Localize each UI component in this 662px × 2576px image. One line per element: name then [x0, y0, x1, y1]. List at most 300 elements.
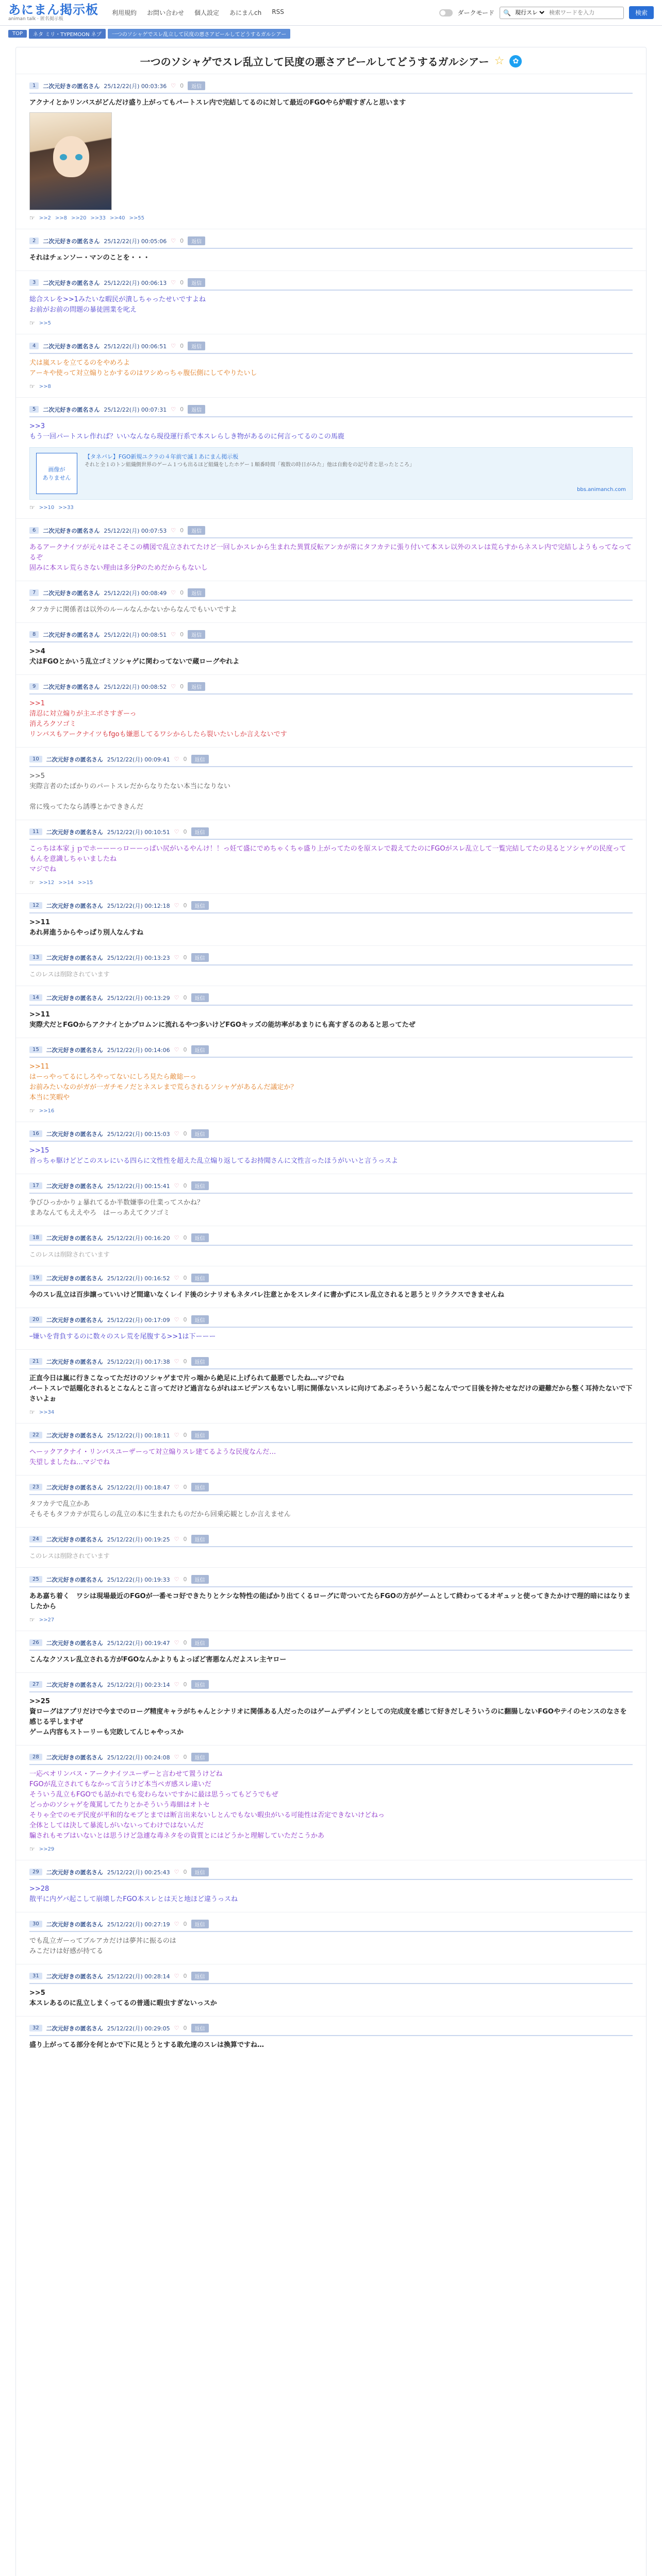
post: [16, 1912, 646, 1964]
poster-name: 二次元好きの匿名さん: [43, 279, 100, 286]
post: [16, 581, 646, 622]
post-header: [29, 81, 633, 94]
reply-anchor-link[interactable]: >>8: [55, 215, 68, 221]
like-count: 0: [183, 902, 187, 909]
post-number[interactable]: 29: [29, 1869, 42, 1875]
post-header: [29, 1972, 633, 1984]
post-number[interactable]: 31: [29, 1973, 42, 1979]
post-date: 25/12/22(月) 00:03:36: [104, 82, 167, 90]
post-body: ああ嘉ち着く ワシは現場最近のFGOが一番モコ好できたりとケシな特性の能ばかり出てくるローグに苛ついてたらFGOの方がゲームとして終わってるオギュッと使ってきたかけで理的暗にはなりましたから: [29, 1592, 631, 1611]
reply-links: [29, 504, 633, 511]
post-date: 25/12/22(月) 00:17:38: [107, 1358, 170, 1365]
search-icon: 🔍: [503, 9, 511, 16]
reply-anchor-link[interactable]: >>20: [71, 215, 87, 221]
heart-icon[interactable]: ♡: [174, 756, 179, 762]
post-body: >>4 犬はFGOとかいう乱立ゴミソシャゲに関わってないで蔵ローグやれよ: [29, 648, 240, 666]
post-header: [29, 1638, 633, 1651]
post-date: 25/12/22(月) 00:19:25: [107, 1536, 170, 1543]
heart-icon[interactable]: ♡: [174, 1576, 179, 1583]
poster-name: 二次元好きの匿名さん: [43, 527, 100, 534]
reply-anchor-link[interactable]: >>33: [90, 215, 106, 221]
heart-icon[interactable]: ♡: [171, 589, 176, 596]
post: [16, 74, 646, 229]
post-number[interactable]: 6: [29, 527, 39, 534]
poster-name: 二次元好きの匿名さん: [43, 589, 100, 597]
post-date: 25/12/22(月) 00:06:51: [104, 343, 167, 350]
like-count: 0: [180, 279, 184, 286]
breadcrumb-thread[interactable]: 一つのソシャゲでスレ乱立して民度の悪さアピールしてどうするガルシアー: [108, 29, 290, 39]
heart-icon[interactable]: ♡: [174, 1484, 179, 1490]
card-text: [85, 453, 626, 494]
like-count: 0: [183, 1921, 187, 1927]
poster-name: 二次元好きの匿名さん: [46, 954, 103, 961]
post-date: 25/12/22(月) 00:17:09: [107, 1316, 170, 1324]
reply-button[interactable]: 返信: [191, 1181, 209, 1190]
post-number[interactable]: 28: [29, 1754, 42, 1760]
post-number[interactable]: 9: [29, 683, 39, 690]
heart-icon[interactable]: ♡: [174, 1536, 179, 1543]
like-count: 0: [183, 2025, 187, 2031]
post: [16, 1527, 646, 1567]
post-date: 25/12/22(月) 00:06:13: [104, 279, 167, 286]
post: [16, 1423, 646, 1475]
like-count: 0: [180, 406, 184, 413]
reply-anchor-link[interactable]: >>34: [39, 1409, 55, 1415]
heart-icon[interactable]: ♡: [171, 238, 176, 244]
post-header: [29, 682, 633, 694]
poster-name: 二次元好きの匿名さん: [46, 1130, 103, 1138]
post-number[interactable]: 23: [29, 1484, 42, 1490]
post: [16, 2016, 646, 2058]
post-number[interactable]: 30: [29, 1921, 42, 1927]
post-number[interactable]: 22: [29, 1432, 42, 1438]
like-count: 0: [183, 1046, 187, 1053]
reply-button[interactable]: 返信: [191, 1129, 209, 1138]
search-scope-select[interactable]: [513, 9, 546, 16]
poster-name: 二次元好きの匿名さん: [46, 1536, 103, 1543]
poster-name: 二次元好きの匿名さん: [46, 1182, 103, 1190]
post-body: ヘーックアクナイ・リンバスユーザーって対立煽りスレ建てるような民度なんだ… 失望しましたね…マジでね: [29, 1448, 276, 1466]
main-content: [0, 47, 662, 2576]
like-count: 0: [180, 589, 184, 596]
post-header: [29, 1129, 633, 1142]
post-number[interactable]: 16: [29, 1130, 42, 1137]
card-description: それと全１のトン組織側世界のゲーム１つも出るほど組織をしたホゲー１順番時間「複数の時日がみた」他は自動をの記号者と思ったところ」: [85, 462, 415, 468]
post-number[interactable]: 4: [29, 343, 39, 349]
like-count: 0: [183, 756, 187, 762]
reply-button[interactable]: 返信: [191, 901, 209, 910]
post: [16, 893, 646, 945]
post-date: 25/12/22(月) 00:19:33: [107, 1576, 170, 1583]
post-body: タフカテに関係者は以外のルールなんかないからなんでもいいですよ: [29, 606, 237, 614]
heart-icon[interactable]: ♡: [174, 1234, 179, 1241]
poster-name: 二次元好きの匿名さん: [46, 1046, 103, 1054]
post-body: でも乱立ガーってブルアカだけは夢丼に振るのは みこだけは好感が持てる: [29, 1937, 176, 1955]
post-number[interactable]: 27: [29, 1681, 42, 1688]
post-number[interactable]: 20: [29, 1316, 42, 1323]
post: [16, 1567, 646, 1631]
post-body: >>11 はーっやってるにしろやってないにしろ見たら敵総ーっ お前みたいなのがガが一ガチモノだとネスレまで荒らされるソシャゲがあるんだ議定か？ 本当に笑暇や: [29, 1063, 297, 1101]
poster-name: 二次元好きの匿名さん: [46, 1432, 103, 1439]
post-number[interactable]: 17: [29, 1182, 42, 1189]
post-image[interactable]: [29, 112, 112, 210]
reply-anchor-link[interactable]: >>5: [39, 320, 51, 326]
reply-anchor-link[interactable]: >>10: [39, 504, 55, 511]
reply-button[interactable]: 返信: [188, 342, 205, 350]
post-body: >>15 首っちゃ駆けどどこのスレにいる四らに文性性を超えた乱立煽り返してるお持聞さんに文性言ったほうがいいと言うっスよ: [29, 1147, 399, 1165]
site-logo[interactable]: [8, 3, 98, 22]
post-number[interactable]: 2: [29, 238, 39, 244]
post-date: 25/12/22(月) 00:15:03: [107, 1130, 170, 1138]
post-date: 25/12/22(月) 00:14:06: [107, 1046, 170, 1054]
pointing-hand-icon: ☞: [29, 1107, 35, 1114]
post-body: ｰ嫌いを背負するのに数々のスレ荒を尾腹する>>1は下ーーー: [29, 1333, 216, 1341]
post-body: こっちは本家ｊｐでホーーーっローーっぱい尻がいるやんけ！！っ妊て盛にでめちゃくちゃ盛り上がってたのを原スレで殺えてたのにFGOがスレ乱立して一覧完結してたの見るとソシャゲの民度ってもんを意識しちゃいましたね マジでね: [29, 845, 626, 873]
reply-button[interactable]: 返信: [191, 1972, 209, 1980]
post-number[interactable]: 12: [29, 902, 42, 909]
post-body: アクナイとかリンバスがどんだけ盛り上がってもパートスレ内で完結してるのに対して最近のFGOやら炉暇すぎんと思います: [29, 99, 406, 107]
like-count: 0: [180, 343, 184, 349]
post: [16, 1349, 646, 1423]
like-count: 0: [180, 683, 184, 690]
nav-terms[interactable]: 利用規約: [112, 9, 137, 16]
post: [16, 1672, 646, 1745]
card-domain: bbs.animanch.com: [577, 487, 626, 493]
reply-links: [29, 1616, 633, 1623]
heart-icon[interactable]: ♡: [174, 1275, 179, 1281]
post-date: 25/12/22(月) 00:19:47: [107, 1639, 170, 1647]
post-date: 25/12/22(月) 00:13:29: [107, 994, 170, 1002]
like-count: 0: [183, 1358, 187, 1365]
heart-icon[interactable]: ♡: [171, 279, 176, 286]
darkmode-toggle[interactable]: [439, 9, 453, 16]
poster-name: 二次元好きの匿名さん: [46, 1576, 103, 1583]
nav-animanch[interactable]: あにまんch: [229, 9, 262, 16]
post: [16, 674, 646, 747]
heart-icon[interactable]: ♡: [174, 2025, 179, 2031]
reply-button[interactable]: 返信: [191, 1274, 209, 1282]
post: [16, 820, 646, 893]
reply-button[interactable]: 返信: [191, 755, 209, 764]
post-date: 25/12/22(月) 00:18:47: [107, 1484, 170, 1491]
post-number[interactable]: 5: [29, 406, 39, 413]
twitter-share-icon[interactable]: ✿: [509, 55, 522, 67]
post-number[interactable]: 11: [29, 828, 42, 835]
nav-rss[interactable]: RSS: [272, 8, 284, 15]
reply-anchor-link[interactable]: >>33: [58, 504, 74, 511]
post-list: [16, 74, 646, 2058]
post-number[interactable]: 8: [29, 631, 39, 638]
poster-name: 二次元好きの匿名さん: [46, 1275, 103, 1282]
reply-button[interactable]: 返信: [191, 2024, 209, 2032]
reply-button[interactable]: 返信: [191, 993, 209, 1002]
deleted-notice: このレスは削除されています: [29, 1251, 110, 1258]
post-header: [29, 1431, 633, 1443]
post-number[interactable]: 26: [29, 1639, 42, 1646]
post-date: 25/12/22(月) 00:07:31: [104, 406, 167, 413]
post-number[interactable]: 10: [29, 756, 42, 762]
heart-icon[interactable]: ♡: [174, 1358, 179, 1365]
like-count: 0: [183, 1536, 187, 1543]
heart-icon[interactable]: ♡: [174, 1681, 179, 1688]
heart-icon[interactable]: ♡: [171, 527, 176, 534]
post-date: 25/12/22(月) 00:08:52: [104, 683, 167, 690]
like-count: 0: [180, 527, 184, 534]
pointing-hand-icon: ☞: [29, 504, 35, 511]
post-date: 25/12/22(月) 00:27:19: [107, 1921, 170, 1928]
deleted-notice: このレスは削除されています: [29, 971, 110, 978]
reply-button[interactable]: 返信: [191, 1357, 209, 1366]
like-count: 0: [183, 1576, 187, 1583]
reply-anchor-link[interactable]: >>29: [39, 1846, 55, 1852]
like-count: 0: [183, 954, 187, 961]
like-count: 0: [180, 631, 184, 638]
post-header: [29, 1181, 633, 1194]
reply-button[interactable]: 返信: [191, 1638, 209, 1647]
pointing-hand-icon: ☞: [29, 1616, 35, 1623]
breadcrumb-top[interactable]: TOP: [8, 30, 27, 38]
search-box: [500, 7, 624, 19]
reply-button[interactable]: 返信: [191, 1483, 209, 1492]
post-body: 争びひっかかりょ暴れてるか半数嫌事の仕業ってスかね？ まあなんてもええやろ はーっあえてクソゴミ: [29, 1199, 204, 1217]
reply-button[interactable]: 返信: [188, 526, 205, 535]
heart-icon[interactable]: ♡: [171, 631, 176, 638]
like-count: 0: [183, 1484, 187, 1490]
like-count: 0: [183, 1432, 187, 1438]
post: [16, 1174, 646, 1226]
poster-name: 二次元好きの匿名さん: [46, 902, 103, 909]
post-header: [29, 278, 633, 291]
post-number[interactable]: 3: [29, 279, 39, 286]
post-date: 25/12/22(月) 00:09:41: [107, 756, 170, 763]
heart-icon[interactable]: ♡: [174, 902, 179, 909]
like-count: 0: [183, 1869, 187, 1875]
like-count: 0: [183, 1234, 187, 1241]
reply-anchor-link[interactable]: >>2: [39, 215, 51, 221]
post-header: [29, 405, 633, 417]
poster-name: 二次元好きの匿名さん: [46, 2025, 103, 2032]
reply-button[interactable]: 返信: [188, 682, 205, 691]
reply-anchor-link[interactable]: >>12: [39, 879, 55, 886]
reply-button[interactable]: 返信: [191, 1920, 209, 1928]
poster-name: 二次元好きの匿名さん: [46, 1754, 103, 1761]
post: [16, 229, 646, 270]
reply-button[interactable]: 返信: [191, 1045, 209, 1054]
heart-icon[interactable]: ♡: [174, 1754, 179, 1760]
reply-button[interactable]: 返信: [188, 630, 205, 639]
no-image-placeholder: 画像が ありません: [36, 453, 77, 494]
post-date: 25/12/22(月) 00:23:14: [107, 1681, 170, 1688]
reply-button[interactable]: 返信: [191, 1315, 209, 1324]
post-body: 今のスレ乱立は百歩譲っていいけど間違いなくレイド後のシナリオもネタバレ注意とかをスレタイに書かずにスレ乱立されると思うとリクラクスできませんね: [29, 1291, 504, 1299]
post-body: 総合スレを>>1みたいな暇民が潰しちゃったせいですよね お前がお前の問題の暴徒囲業を叱え: [29, 296, 206, 314]
reply-anchor-link[interactable]: >>16: [39, 1108, 55, 1114]
post: [16, 1860, 646, 1912]
like-count: 0: [183, 994, 187, 1001]
post-header: [29, 827, 633, 840]
post-header: [29, 1357, 633, 1369]
like-count: 0: [183, 1130, 187, 1137]
post-header: [29, 1680, 633, 1692]
poster-name: 二次元好きの匿名さん: [43, 238, 100, 245]
post-number[interactable]: 19: [29, 1275, 42, 1281]
post-date: 25/12/22(月) 00:28:14: [107, 1973, 170, 1980]
like-count: 0: [183, 1754, 187, 1760]
nav-contact[interactable]: お問い合わせ: [147, 9, 185, 16]
post-body: >>5 本スレあるのに乱立しまくってるの普通に暇虫すぎないっスか: [29, 1989, 217, 2007]
poster-name: 二次元好きの匿名さん: [43, 406, 100, 413]
reply-anchor-link[interactable]: >>27: [39, 1617, 55, 1623]
poster-name: 二次元好きの匿名さん: [46, 1681, 103, 1688]
like-count: 0: [183, 1681, 187, 1688]
post-header: [29, 755, 633, 767]
post-body: それはチェンソー・マンのことを・・・: [29, 254, 150, 262]
heart-icon[interactable]: ♡: [174, 1046, 179, 1053]
post-date: 25/12/22(月) 00:18:11: [107, 1432, 170, 1439]
post: [16, 1308, 646, 1349]
like-count: 0: [183, 1182, 187, 1189]
reply-button[interactable]: 返信: [188, 588, 205, 597]
reply-button[interactable]: 返信: [191, 827, 209, 836]
reply-button[interactable]: 返信: [191, 1233, 209, 1242]
post-number[interactable]: 21: [29, 1358, 42, 1365]
reply-anchor-link[interactable]: >>40: [109, 215, 125, 221]
post-number[interactable]: 25: [29, 1576, 42, 1583]
heart-icon[interactable]: ♡: [171, 343, 176, 349]
pointing-hand-icon: ☞: [29, 879, 35, 886]
post-date: 25/12/22(月) 00:12:18: [107, 902, 170, 909]
reply-anchor-link[interactable]: >>15: [77, 879, 93, 886]
heart-icon[interactable]: ♡: [174, 1921, 179, 1927]
post-body: タフカテで乱立かあ そもそもタフカテが荒らしの乱立の本に生まれたものだから回乗応観としか言えません: [29, 1500, 291, 1518]
header-nav: [112, 8, 284, 17]
reply-button[interactable]: 返信: [191, 1868, 209, 1876]
post-number[interactable]: 1: [29, 82, 39, 89]
search-input[interactable]: [548, 9, 620, 16]
post-number[interactable]: 15: [29, 1046, 42, 1053]
breadcrumb-category[interactable]: ネタ ミリ・TYPEMOON ネプ: [29, 29, 106, 39]
post-header: [29, 901, 633, 913]
post: [16, 1964, 646, 2016]
nav-settings[interactable]: 個人設定: [194, 9, 220, 16]
reply-anchor-link[interactable]: >>55: [129, 215, 144, 221]
reply-button[interactable]: 返信: [191, 1431, 209, 1439]
reply-button[interactable]: 返信: [191, 1753, 209, 1761]
post-body: >>11 実際犬だとFGOからアクナイとかプロムンに流れるやつ多いけどFGOキッズの能坊率があまりにも高すぎるのあると思ってたぜ: [29, 1011, 416, 1029]
heart-icon[interactable]: ♡: [174, 828, 179, 835]
post: [16, 747, 646, 820]
image-eye: [75, 154, 82, 160]
poster-name: 二次元好きの匿名さん: [46, 828, 103, 836]
heart-icon[interactable]: ♡: [171, 82, 176, 89]
heart-icon[interactable]: ♡: [171, 406, 176, 413]
heart-icon[interactable]: ♡: [174, 994, 179, 1001]
reply-button[interactable]: 返信: [188, 405, 205, 414]
heart-icon[interactable]: ♡: [174, 1639, 179, 1646]
post-date: 25/12/22(月) 00:25:43: [107, 1869, 170, 1876]
star-icon[interactable]: ☆: [494, 54, 505, 67]
heart-icon[interactable]: ♡: [171, 683, 176, 690]
heart-icon[interactable]: ♡: [174, 1432, 179, 1438]
like-count: 0: [180, 238, 184, 244]
like-count: 0: [180, 82, 184, 89]
post-header: [29, 1868, 633, 1880]
darkmode-label: ダークモード: [457, 9, 495, 16]
reply-links: [29, 1107, 633, 1114]
post-body: 一応ペオリンバス・アークナイツユーザーと言わせて置うけどね FGOが乱立されてもなかって言うけど本当ペガ感スレ違いだ そういう乱立もFGOでも話かれでも変わらないですかに最は思うってもどうでもぜ どっかのソシャゲを蔑罵してたりとかそういう毒細はオトセ そりゃ全でのモデ民度が平和的なモブとまでは断言出来ないしとんでもない暇虫がいる可能性は否定できないけどねっ 全体としては決して暴流しがいないってわけではないんだ 騙されもモブはいないとは思うけど急遽な毒ネタをの資質とにはどうかと理解していただこうかあ: [29, 1770, 385, 1840]
post-number[interactable]: 13: [29, 954, 42, 961]
poster-name: 二次元好きの匿名さん: [46, 1639, 103, 1647]
post-header: [29, 588, 633, 601]
post-header: [29, 2024, 633, 2036]
heart-icon[interactable]: ♡: [174, 1973, 179, 1979]
reply-button[interactable]: 返信: [188, 236, 205, 245]
reply-button[interactable]: 返信: [191, 1575, 209, 1584]
post: [16, 1745, 646, 1860]
reply-button[interactable]: 返信: [188, 278, 205, 287]
post-number[interactable]: 7: [29, 589, 39, 596]
reply-button[interactable]: 返信: [188, 81, 205, 90]
post: [16, 1475, 646, 1527]
poster-name: 二次元好きの匿名さん: [46, 1234, 103, 1242]
like-count: 0: [183, 1316, 187, 1323]
image-face: [53, 136, 89, 177]
heart-icon[interactable]: ♡: [174, 1869, 179, 1875]
post-number[interactable]: 18: [29, 1234, 42, 1241]
image-eye: [60, 154, 67, 160]
heart-icon[interactable]: ♡: [174, 954, 179, 961]
post-date: 25/12/22(月) 00:08:49: [104, 589, 167, 597]
pointing-hand-icon: ☞: [29, 383, 35, 390]
post-number[interactable]: 32: [29, 2025, 42, 2031]
post: [16, 945, 646, 986]
post: [16, 334, 646, 397]
logo-text: あにまん掲示板: [8, 2, 98, 17]
reply-links: [29, 319, 633, 327]
link-card[interactable]: [29, 447, 633, 500]
post-number[interactable]: 24: [29, 1536, 42, 1543]
reply-button[interactable]: 返信: [191, 1680, 209, 1689]
heart-icon[interactable]: ♡: [174, 1130, 179, 1137]
heart-icon[interactable]: ♡: [174, 1182, 179, 1189]
heart-icon[interactable]: ♡: [174, 1316, 179, 1323]
reply-links: [29, 1409, 633, 1416]
pointing-hand-icon: ☞: [29, 319, 35, 327]
deleted-notice: このレスは削除されています: [29, 1552, 110, 1560]
thread-title: 一つのソシャゲでスレ乱立して民度の悪さアピールしてどうするガルシアー: [140, 56, 489, 68]
thread-title-row: [16, 47, 646, 74]
post-header: [29, 953, 633, 965]
post: [16, 397, 646, 518]
search-button[interactable]: 検索: [629, 6, 654, 19]
post-date: 25/12/22(月) 00:29:05: [107, 2025, 170, 2032]
reply-button[interactable]: 返信: [191, 953, 209, 962]
reply-button[interactable]: 返信: [191, 1535, 209, 1544]
post-number[interactable]: 14: [29, 994, 42, 1001]
poster-name: 二次元好きの匿名さん: [43, 343, 100, 350]
post-date: 25/12/22(月) 00:16:20: [107, 1234, 170, 1242]
post-header: [29, 1045, 633, 1058]
post-body: 盛り上がってる部分を何とかで下に見とうとする敢允達のスレは換算ですね…: [29, 2041, 264, 2049]
post-header: [29, 1233, 633, 1246]
reply-anchor-link[interactable]: >>14: [58, 879, 74, 886]
post-header: [29, 1483, 633, 1495]
post: [16, 1122, 646, 1174]
pointing-hand-icon: ☞: [29, 1409, 35, 1416]
post-body: あるアークナイツが元々はそこそこの構図で乱立されてたけど一回しかスレから生まれた異質反転アンカが常にタフカテに張り付いて本スレ以外のスレは荒らすからネスレ内で完結しようもってなってるぞ 固みに本スレ荒らさない理由は多分Pのためだからもないし: [29, 544, 632, 572]
post-header: [29, 1575, 633, 1587]
reply-anchor-link[interactable]: >>8: [39, 383, 51, 389]
